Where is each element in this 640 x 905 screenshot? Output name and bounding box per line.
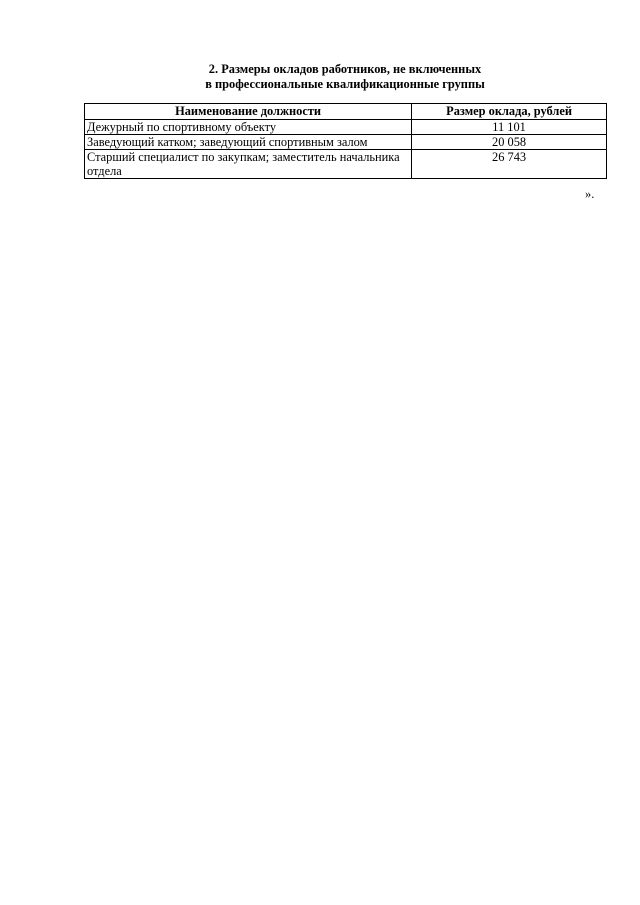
table-row (85, 150, 607, 179)
salary-cell: 20 058 (412, 135, 607, 150)
salary-cell: 26 743 (412, 150, 607, 179)
position-cell: Дежурный по спортивному объекту (85, 120, 412, 135)
table-header-row (85, 104, 607, 120)
table-row (85, 120, 607, 135)
section-title (84, 62, 606, 92)
position-cell: Старший специалист по закупкам; заместитель начальника отдела (85, 150, 412, 179)
salary-cell: 11 101 (412, 120, 607, 135)
header-position-name: Наименование должности (85, 104, 412, 120)
header-salary-amount: Размер оклада, рублей (412, 104, 607, 120)
salary-table (84, 103, 607, 179)
section-title-line-1: 2. Размеры окладов работников, не включенных (208, 62, 482, 76)
table-row (85, 135, 607, 150)
position-cell: Заведующий катком; заведующий спортивным залом (85, 135, 412, 150)
closing-quote-mark: ». (585, 187, 595, 201)
section-title-line-2: в профессиональные квалификационные группы (205, 77, 485, 91)
